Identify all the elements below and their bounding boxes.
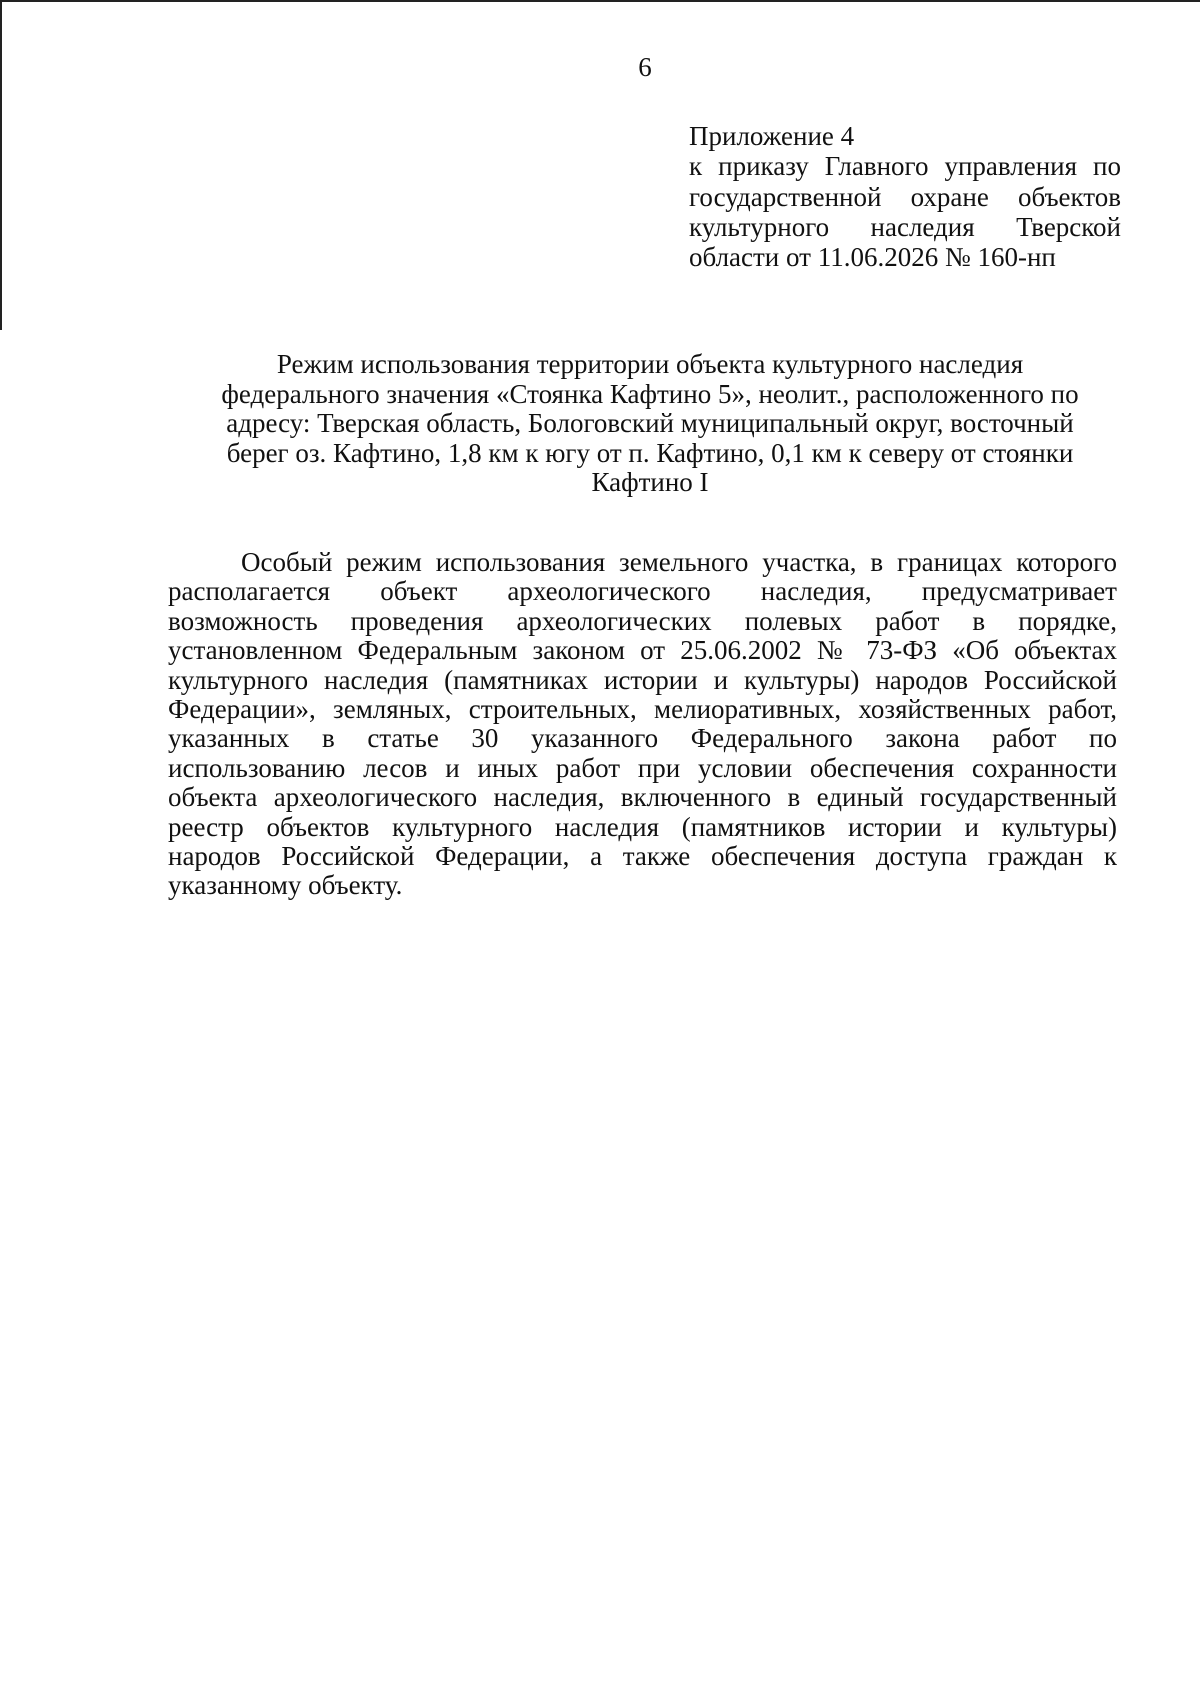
- appendix-line: к приказу Главного управления по: [689, 152, 1121, 182]
- title-line: берег оз. Кафтино, 1,8 км к югу от п. Кафтино, 0,1 км к северу от стоянки: [226, 437, 1074, 468]
- body-paragraph: [168, 548, 1117, 901]
- body-line: использованию лесов и иных работ при условии обеспечения сохранности: [168, 753, 1117, 783]
- title-line: Режим использования территории объекта культурного наследия: [276, 349, 1024, 379]
- body-line: располагается объект археологического наследия, предусматривает: [168, 577, 1117, 607]
- body-line: народов Российской Федерации, а также обеспечения доступа граждан к: [168, 841, 1117, 871]
- appendix-block: [689, 122, 1121, 273]
- body-line: указанных в статье 30 указанного Федерального закона работ по: [168, 724, 1117, 754]
- title-line: Кафтино I: [591, 467, 709, 498]
- title-line: федерального значения «Стоянка Кафтино 5», неолит., расположенного по: [221, 378, 1079, 409]
- body-line: объекта археологического наследия, включенного в единый государственный: [168, 783, 1117, 813]
- document-title: [180, 350, 1120, 498]
- appendix-line: Приложение 4: [689, 121, 855, 151]
- page-number: 6: [638, 52, 652, 82]
- appendix-line: области от 11.06.2026 № 160-нп: [689, 242, 1056, 273]
- body-line: Федерации», земляных, строительных, мелиоративных, хозяйственных работ,: [168, 694, 1117, 724]
- body-line: культурного наследия (памятниках истории и культуры) народов Российской: [168, 665, 1117, 695]
- body-line: указанному объекту.: [168, 870, 403, 901]
- appendix-line: государственной охране объектов: [689, 182, 1121, 212]
- scan-edge-left: [0, 0, 2, 330]
- body-line: установленном Федеральным законом от 25.06.2002 № 73-ФЗ «Об объектах: [168, 636, 1117, 666]
- body-line: реестр объектов культурного наследия (памятников истории и культуры): [168, 812, 1117, 842]
- body-line: возможность проведения археологических полевых работ в порядке,: [168, 606, 1117, 636]
- scan-edge-top: [0, 0, 1200, 2]
- body-line: Особый режим использования земельного участка, в границах которого: [241, 548, 1117, 577]
- title-line: адресу: Тверская область, Бологовский муниципальный округ, восточный: [226, 408, 1074, 439]
- appendix-line: культурного наследия Тверской: [689, 212, 1121, 242]
